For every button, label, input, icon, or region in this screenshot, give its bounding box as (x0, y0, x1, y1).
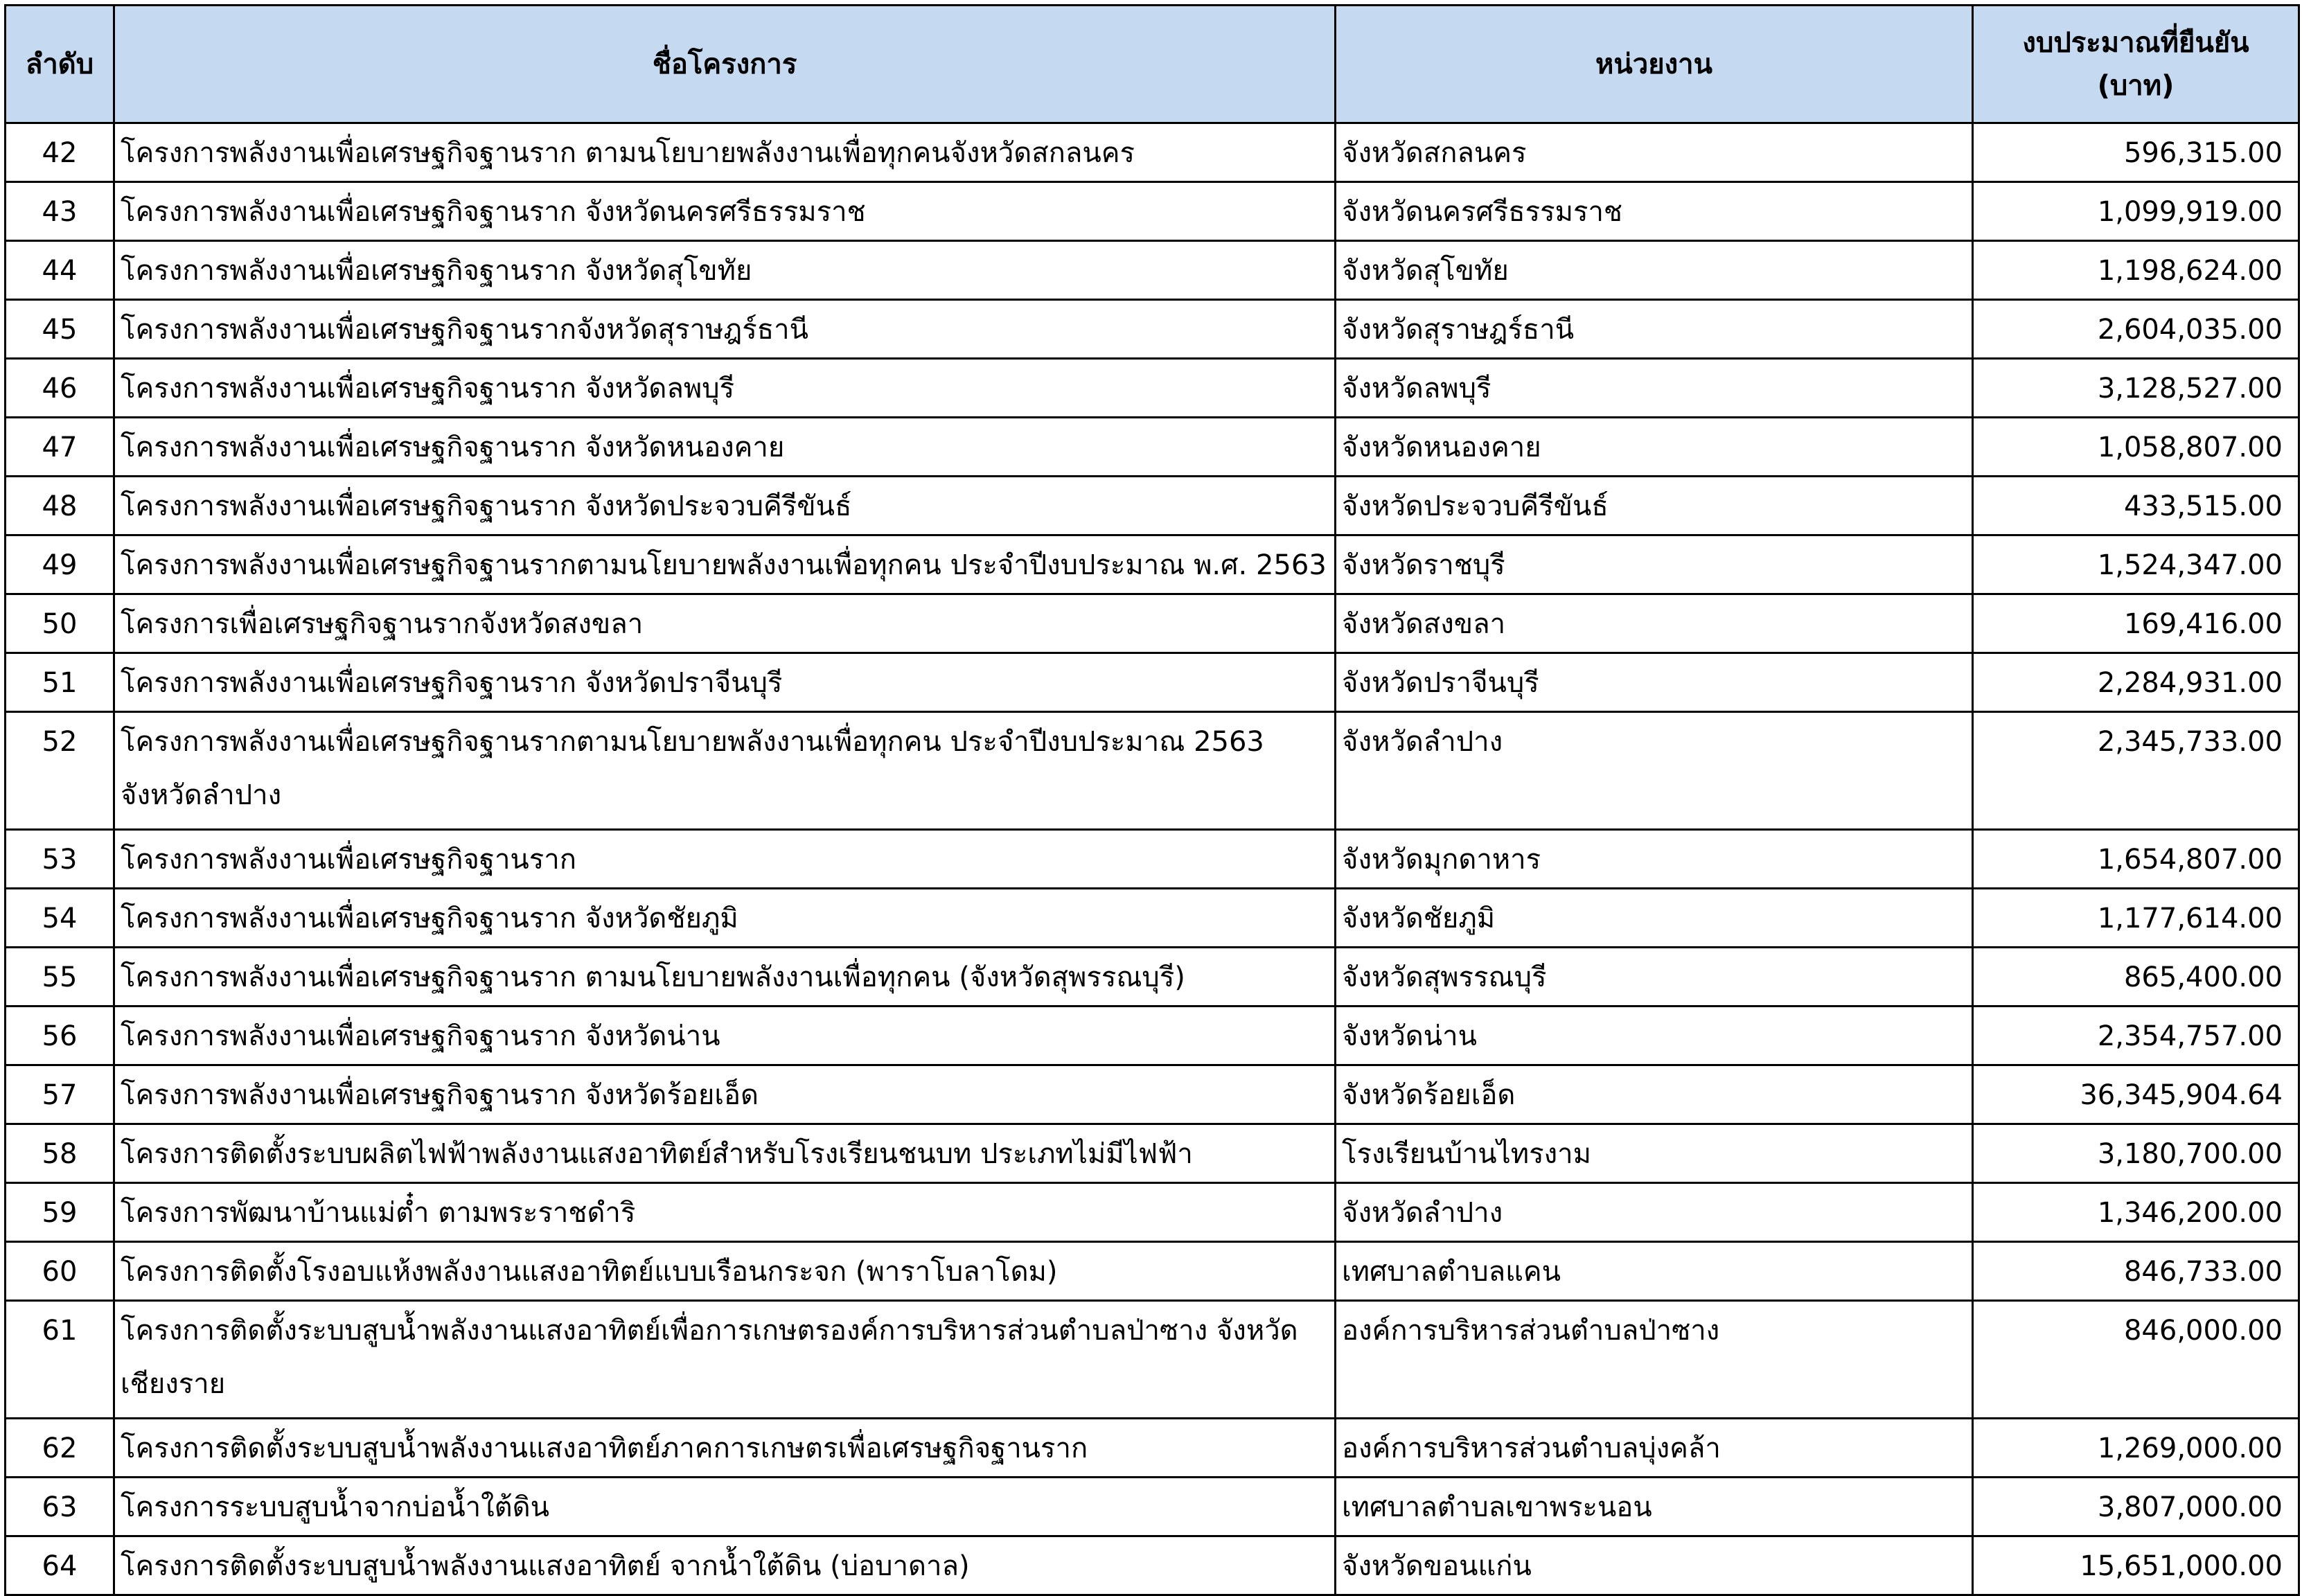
table-row (6, 1301, 2299, 1419)
row-seq: 61 (6, 1301, 114, 1419)
table-row (6, 359, 2299, 418)
row-seq: 54 (6, 889, 114, 948)
table-row (6, 948, 2299, 1007)
row-budget-amount: 865,400.00 (1973, 948, 2299, 1007)
header-project: ชื่อโครงการ (114, 6, 1336, 123)
row-budget-amount: 3,128,527.00 (1973, 359, 2299, 418)
row-seq: 60 (6, 1242, 114, 1301)
row-project-name: โครงการติดตั้งระบบสูบน้ำพลังงานแสงอาทิตย์ จากน้ำใต้ดิน (บ่อบาดาล) (114, 1536, 1336, 1595)
row-agency: เทศบาลตำบลแคน (1336, 1242, 1973, 1301)
table-row (6, 1419, 2299, 1478)
table-row (6, 241, 2299, 300)
row-seq: 42 (6, 123, 114, 182)
row-budget-amount: 2,354,757.00 (1973, 1007, 2299, 1065)
row-project-name: โครงการติดตั้งโรงอบแห้งพลังงานแสงอาทิตย์แบบเรือนกระจก (พาราโบลาโดม) (114, 1242, 1336, 1301)
row-budget-amount: 846,000.00 (1973, 1301, 2299, 1419)
row-seq: 46 (6, 359, 114, 418)
header-budget (1973, 6, 2299, 123)
row-project-name: โครงการพลังงานเพื่อเศรษฐกิจฐานราก จังหวัดประจวบคีรีขันธ์ (114, 477, 1336, 535)
row-project-name: โครงการเพื่อเศรษฐกิจฐานรากจังหวัดสงขลา (114, 594, 1336, 653)
row-agency: องค์การบริหารส่วนตำบลบุ่งคล้า (1336, 1419, 1973, 1478)
row-seq: 52 (6, 712, 114, 830)
row-agency: จังหวัดมุกดาหาร (1336, 830, 1973, 889)
row-seq: 59 (6, 1183, 114, 1242)
row-agency: จังหวัดชัยภูมิ (1336, 889, 1973, 948)
row-project-name: โครงการพลังงานเพื่อเศรษฐกิจฐานรากจังหวัดสุราษฎร์ธานี (114, 300, 1336, 359)
row-seq: 43 (6, 182, 114, 241)
row-budget-amount: 1,099,919.00 (1973, 182, 2299, 241)
row-project-name: โครงการติดตั้งระบบสูบน้ำพลังงานแสงอาทิตย์เพื่อการเกษตรองค์การบริหารส่วนตำบลป่าซาง จังหวัดเชียงราย (114, 1301, 1336, 1419)
row-project-name: โครงการพลังงานเพื่อเศรษฐกิจฐานราก จังหวัดหนองคาย (114, 418, 1336, 477)
row-budget-amount: 2,284,931.00 (1973, 653, 2299, 712)
row-budget-amount: 1,058,807.00 (1973, 418, 2299, 477)
row-seq: 53 (6, 830, 114, 889)
row-budget-amount: 169,416.00 (1973, 594, 2299, 653)
budget-table (4, 4, 2300, 1596)
row-budget-amount: 433,515.00 (1973, 477, 2299, 535)
row-budget-amount: 3,807,000.00 (1973, 1478, 2299, 1536)
row-seq: 55 (6, 948, 114, 1007)
row-project-name: โครงการพลังงานเพื่อเศรษฐกิจฐานราก จังหวัดปราจีนบุรี (114, 653, 1336, 712)
row-seq: 56 (6, 1007, 114, 1065)
row-budget-amount: 1,177,614.00 (1973, 889, 2299, 948)
row-agency: จังหวัดร้อยเอ็ด (1336, 1065, 1973, 1124)
row-agency: จังหวัดสกลนคร (1336, 123, 1973, 182)
table-row (6, 123, 2299, 182)
row-agency: จังหวัดประจวบคีรีขันธ์ (1336, 477, 1973, 535)
row-seq: 51 (6, 653, 114, 712)
row-budget-amount: 36,345,904.64 (1973, 1065, 2299, 1124)
row-seq: 44 (6, 241, 114, 300)
row-seq: 63 (6, 1478, 114, 1536)
row-agency: จังหวัดน่าน (1336, 1007, 1973, 1065)
table-row (6, 535, 2299, 594)
row-seq: 58 (6, 1124, 114, 1183)
row-agency: จังหวัดนครศรีธรรมราช (1336, 182, 1973, 241)
row-agency: องค์การบริหารส่วนตำบลป่าซาง (1336, 1301, 1973, 1419)
row-agency: จังหวัดปราจีนบุรี (1336, 653, 1973, 712)
row-budget-amount: 15,651,000.00 (1973, 1536, 2299, 1595)
table-row (6, 1007, 2299, 1065)
row-project-name: โครงการพลังงานเพื่อเศรษฐกิจฐานราก จังหวัดร้อยเอ็ด (114, 1065, 1336, 1124)
table-row (6, 418, 2299, 477)
table-row (6, 1478, 2299, 1536)
row-seq: 50 (6, 594, 114, 653)
table-row (6, 712, 2299, 830)
row-project-name: โครงการพลังงานเพื่อเศรษฐกิจฐานราก จังหวัดน่าน (114, 1007, 1336, 1065)
row-project-name: โครงการพลังงานเพื่อเศรษฐกิจฐานราก จังหวัดลพบุรี (114, 359, 1336, 418)
row-budget-amount: 1,269,000.00 (1973, 1419, 2299, 1478)
table-row (6, 1124, 2299, 1183)
row-agency: จังหวัดสงขลา (1336, 594, 1973, 653)
table-row (6, 300, 2299, 359)
row-project-name: โครงการติดตั้งระบบผลิตไฟฟ้าพลังงานแสงอาทิตย์สำหรับโรงเรียนชนบท ประเภทไม่มีไฟฟ้า (114, 1124, 1336, 1183)
row-agency: จังหวัดสุโขทัย (1336, 241, 1973, 300)
table-row (6, 889, 2299, 948)
row-seq: 64 (6, 1536, 114, 1595)
row-project-name: โครงการพลังงานเพื่อเศรษฐกิจฐานราก ตามนโยบายพลังงานเพื่อทุกคนจังหวัดสกลนคร (114, 123, 1336, 182)
row-seq: 57 (6, 1065, 114, 1124)
row-project-name: โครงการพลังงานเพื่อเศรษฐกิจฐานราก จังหวัดนครศรีธรรมราช (114, 182, 1336, 241)
row-agency: จังหวัดลำปาง (1336, 1183, 1973, 1242)
row-budget-amount: 846,733.00 (1973, 1242, 2299, 1301)
row-project-name: โครงการระบบสูบน้ำจากบ่อน้ำใต้ดิน (114, 1478, 1336, 1536)
row-seq: 62 (6, 1419, 114, 1478)
row-project-name: โครงการติดตั้งระบบสูบน้ำพลังงานแสงอาทิตย์ภาคการเกษตรเพื่อเศรษฐกิจฐานราก (114, 1419, 1336, 1478)
table-body (6, 123, 2299, 1595)
row-seq: 48 (6, 477, 114, 535)
header-seq: ลำดับ (6, 6, 114, 123)
row-budget-amount: 1,654,807.00 (1973, 830, 2299, 889)
row-agency: จังหวัดลำปาง (1336, 712, 1973, 830)
row-budget-amount: 2,604,035.00 (1973, 300, 2299, 359)
row-agency: จังหวัดลพบุรี (1336, 359, 1973, 418)
table-row (6, 1065, 2299, 1124)
table-row (6, 594, 2299, 653)
row-seq: 47 (6, 418, 114, 477)
row-agency: จังหวัดสุพรรณบุรี (1336, 948, 1973, 1007)
row-budget-amount: 1,524,347.00 (1973, 535, 2299, 594)
row-project-name: โครงการพลังงานเพื่อเศรษฐกิจฐานรากตามนโยบายพลังงานเพื่อทุกคน ประจำปีงบประมาณ 2563 จังหวัดลำปาง (114, 712, 1336, 830)
table-row (6, 182, 2299, 241)
header-budget-line1: งบประมาณที่ยืนยัน (2022, 26, 2249, 59)
table-row (6, 1242, 2299, 1301)
row-project-name: โครงการพลังงานเพื่อเศรษฐกิจฐานรากตามนโยบายพลังงานเพื่อทุกคน ประจำปีงบประมาณ พ.ศ. 2563 (114, 535, 1336, 594)
table-row (6, 830, 2299, 889)
row-project-name: โครงการพัฒนาบ้านแม่ต๋ำ ตามพระราชดำริ (114, 1183, 1336, 1242)
row-budget-amount: 596,315.00 (1973, 123, 2299, 182)
row-agency: เทศบาลตำบลเขาพระนอน (1336, 1478, 1973, 1536)
header-agency: หน่วยงาน (1336, 6, 1973, 123)
row-agency: จังหวัดขอนแก่น (1336, 1536, 1973, 1595)
row-budget-amount: 2,345,733.00 (1973, 712, 2299, 830)
row-agency: จังหวัดสุราษฎร์ธานี (1336, 300, 1973, 359)
row-project-name: โครงการพลังงานเพื่อเศรษฐกิจฐานราก จังหวัดสุโขทัย (114, 241, 1336, 300)
row-project-name: โครงการพลังงานเพื่อเศรษฐกิจฐานราก ตามนโยบายพลังงานเพื่อทุกคน (จังหวัดสุพรรณบุรี) (114, 948, 1336, 1007)
table-row (6, 1183, 2299, 1242)
row-budget-amount: 3,180,700.00 (1973, 1124, 2299, 1183)
row-agency: โรงเรียนบ้านไทรงาม (1336, 1124, 1973, 1183)
row-budget-amount: 1,346,200.00 (1973, 1183, 2299, 1242)
row-budget-amount: 1,198,624.00 (1973, 241, 2299, 300)
row-project-name: โครงการพลังงานเพื่อเศรษฐกิจฐานราก (114, 830, 1336, 889)
table-row (6, 477, 2299, 535)
header-budget-line2: (บาท) (2097, 69, 2175, 102)
row-project-name: โครงการพลังงานเพื่อเศรษฐกิจฐานราก จังหวัดชัยภูมิ (114, 889, 1336, 948)
table-row (6, 653, 2299, 712)
header-row (6, 6, 2299, 123)
row-agency: จังหวัดหนองคาย (1336, 418, 1973, 477)
row-agency: จังหวัดราชบุรี (1336, 535, 1973, 594)
row-seq: 45 (6, 300, 114, 359)
table-row (6, 1536, 2299, 1595)
table-header (6, 6, 2299, 123)
row-seq: 49 (6, 535, 114, 594)
